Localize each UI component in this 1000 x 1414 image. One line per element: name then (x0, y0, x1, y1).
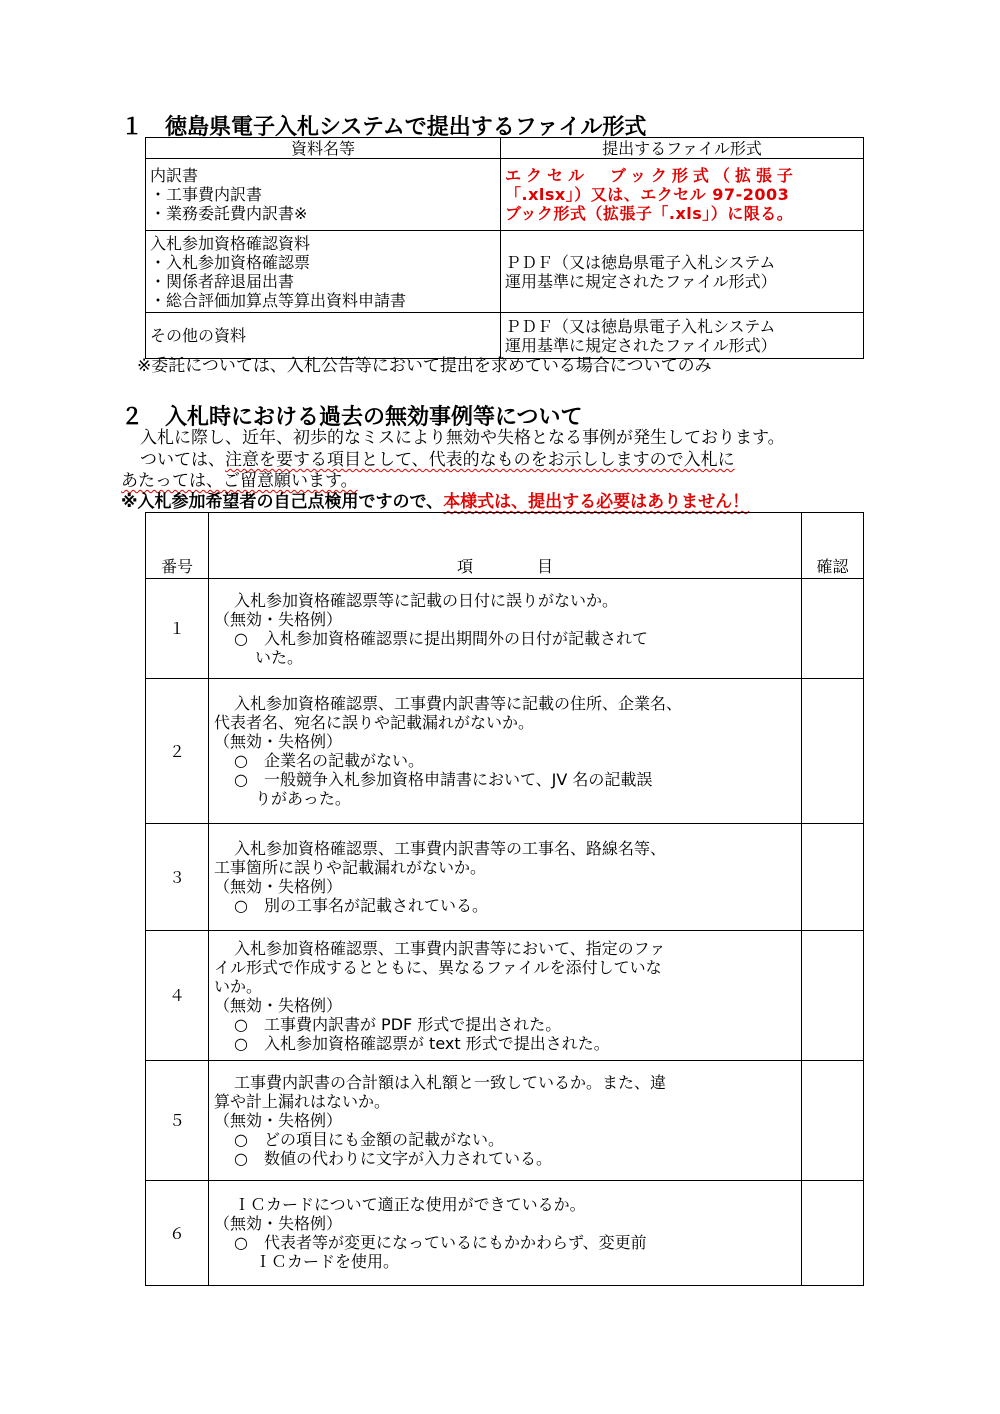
item-line: 入札参加資格確認票等に記載の日付に誤りがないか。 (234, 590, 619, 610)
item-line: イル形式で作成するとともに、異なるファイルを添付していな (214, 957, 662, 977)
section1-heading: １ 徳島県電子入札システムで提出するファイル形式 (121, 115, 647, 140)
file-format-text: エクセル ブック形式（拡張子 (505, 166, 798, 185)
checklist-row (146, 579, 864, 679)
file-format-text: 運用基準に規定されたファイル形式） (505, 271, 777, 291)
confirm-checkbox-cell[interactable] (802, 1181, 864, 1286)
checklist-item (209, 931, 802, 1061)
item-line: （無効・失格例） (214, 877, 343, 896)
item-line: ○ 代表者等が変更になっているにもかかわらず、変更前 (234, 1233, 647, 1252)
item-line: 算や計上漏れはないか。 (214, 1092, 391, 1111)
checklist-row (146, 824, 864, 931)
confirm-checkbox-cell[interactable] (802, 824, 864, 931)
item-line: 入札参加資格確認票、工事費内訳書等において、指定のファ (234, 938, 666, 958)
file-format-text: ブック形式（拡張子「.xls」）に限る。 (505, 204, 794, 223)
item-line: ○ 別の工事名が記載されている。 (234, 896, 488, 915)
header-item: 項 目 (209, 513, 802, 579)
item-line: （無効・失格例） (214, 1214, 343, 1233)
item-line: （無効・失格例） (214, 1111, 343, 1130)
self-check-note (121, 492, 749, 513)
underlined-text: あたっては、ご留意願います。 (121, 471, 358, 491)
document-name: 入札参加資格確認資料 (150, 233, 311, 253)
note-text: ※入札参加希望者の自己点検用ですので、 (121, 492, 444, 512)
document-name: ・総合評価加算点等算出資料申請書 (150, 290, 407, 310)
row-number: ３ (146, 824, 209, 931)
row-number: ５ (146, 1061, 209, 1181)
checklist-item (209, 1181, 802, 1286)
file-format-text: 運用基準に規定されたファイル形式） (505, 335, 777, 355)
item-line: ＩＣカードについて適正な使用ができているか。 (234, 1195, 586, 1214)
item-line: 工事費内訳書の合計額は入札額と一致しているか。また、違 (234, 1073, 667, 1092)
document-name: ・工事費内訳書 (150, 185, 263, 204)
row-number: １ (146, 579, 209, 679)
intro-text: ついては、 (140, 450, 225, 470)
file-format-cell (501, 313, 864, 359)
intro-paragraph: 入札に際し、近年、初歩的なミスにより無効や失格となる事例が発生しております。 (140, 428, 785, 448)
document-name: ・業務委託費内訳書※ (150, 204, 308, 223)
confirm-checkbox-cell[interactable] (802, 579, 864, 679)
item-line: 入札参加資格確認票、工事費内訳書等に記載の住所、企業名、 (234, 694, 683, 713)
row-number: ２ (146, 679, 209, 824)
file-format-cell (501, 231, 864, 313)
table-row (146, 159, 864, 231)
item-line: 工事箇所に誤りや記載漏れがないか。 (214, 858, 487, 877)
item-line: ○ 企業名の記載がない。 (234, 751, 424, 770)
col-header-format: 提出するファイル形式 (501, 138, 864, 159)
item-line: ＩＣカードを使用。 (255, 1252, 400, 1271)
table-row (146, 313, 864, 359)
checklist-item (209, 579, 802, 679)
file-format-text: ＰＤＦ（又は徳島県電子入札システム (505, 252, 776, 272)
row-number: ４ (146, 931, 209, 1061)
checklist-item (209, 824, 802, 931)
item-line: ○ 入札参加資格確認票に提出期間外の日付が記載されて (234, 628, 648, 648)
item-line: ○ 工事費内訳書が PDF 形式で提出された。 (234, 1014, 562, 1034)
item-line: （無効・失格例） (214, 995, 343, 1015)
item-line: ○ 一般競争入札参加資格申請書において、JV 名の記載誤 (234, 770, 653, 789)
file-format-table (145, 137, 864, 359)
item-line: りがあった。 (255, 789, 351, 808)
checklist-header-row (146, 513, 864, 579)
document-name-cell (146, 159, 501, 231)
document-name: その他の資料 (150, 326, 247, 345)
checklist-row (146, 679, 864, 824)
item-line: いか。 (214, 976, 263, 996)
intro-paragraph-3 (121, 471, 358, 492)
item-line: 入札参加資格確認票、工事費内訳書等の工事名、路線名等、 (234, 839, 667, 858)
col-header-document: 資料名等 (146, 138, 501, 159)
document-name: ・関係者辞退届出書 (150, 271, 295, 291)
header-number: 番号 (146, 513, 209, 579)
note-emphasis: 本様式は、提出する必要はありません！ (443, 492, 750, 512)
document-name-cell (146, 313, 501, 359)
checklist-item (209, 679, 802, 824)
intro-paragraph-2 (140, 450, 735, 471)
file-format-text: ＰＤＦ（又は徳島県電子入札システム (505, 316, 776, 336)
checklist-row (146, 1061, 864, 1181)
underlined-text: 注意を要する項目として、代表的なものをお示ししますので入札に (225, 450, 735, 470)
file-format-cell (501, 159, 864, 231)
item-line: 代表者名、宛名に誤りや記載漏れがないか。 (214, 713, 535, 732)
item-line: いた。 (255, 647, 304, 667)
item-line: ○ 入札参加資格確認票が text 形式で提出された。 (234, 1033, 610, 1053)
item-line: （無効・失格例） (214, 609, 343, 629)
row-number: ６ (146, 1181, 209, 1286)
item-line: ○ どの項目にも金額の記載がない。 (234, 1130, 504, 1149)
document-name-cell (146, 231, 501, 313)
confirm-checkbox-cell[interactable] (802, 679, 864, 824)
section2-heading: ２ 入札時における過去の無効事例等について (121, 405, 583, 430)
table-row (146, 231, 864, 313)
checklist-row (146, 1181, 864, 1286)
checklist-row (146, 931, 864, 1061)
file-format-text: 「.xlsx」）又は、エクセル 97-2003 (505, 185, 790, 204)
header-confirm: 確認 (802, 513, 864, 579)
confirm-checkbox-cell[interactable] (802, 931, 864, 1061)
item-line: ○ 数値の代わりに文字が入力されている。 (234, 1149, 552, 1168)
section1-note: ※委託については、入札公告等において提出を求めている場合についてのみ (137, 356, 712, 376)
document-name: ・入札参加資格確認票 (150, 252, 311, 272)
item-line: （無効・失格例） (214, 732, 343, 751)
document-name: 内訳書 (150, 166, 199, 185)
checklist-item (209, 1061, 802, 1181)
checklist-table (145, 512, 864, 1286)
confirm-checkbox-cell[interactable] (802, 1061, 864, 1181)
